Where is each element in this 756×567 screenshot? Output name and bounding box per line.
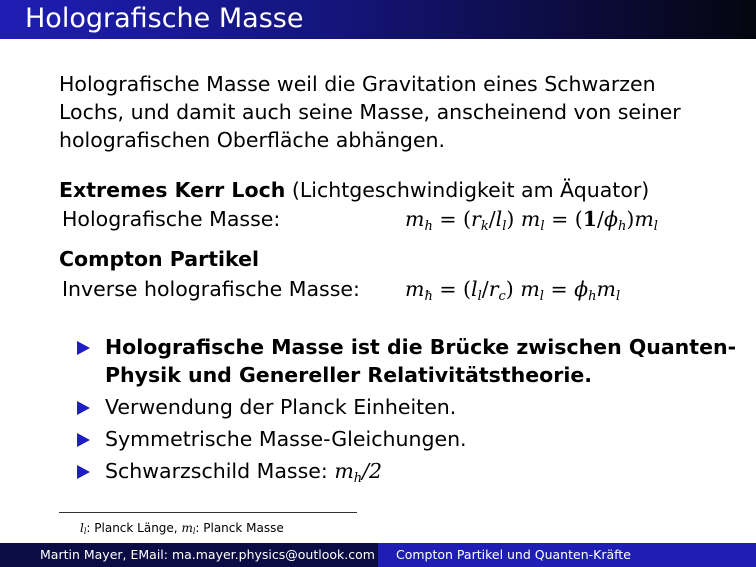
bullet-triangle-icon (77, 341, 90, 355)
footnote-planck-mass: : Planck Masse (195, 521, 284, 535)
footnote-planck-length: : Planck Länge, (86, 521, 182, 535)
symbol-planck-length: $l_l$ (80, 521, 87, 536)
compton-label: Inverse holografische Masse: (62, 277, 360, 301)
bullet-text: Schwarzschild Masse: (105, 459, 335, 483)
bullet-item (77, 425, 737, 453)
bullet-list (77, 333, 737, 489)
footnote-rule (59, 512, 357, 513)
bullet-item (77, 457, 737, 485)
kerr-heading-note: (Lichtgeschwindigkeit am Äquator) (285, 178, 650, 202)
footer-author: Martin Mayer, EMail: ma.mayer.physics@outlook.com (40, 547, 375, 562)
intro-paragraph: Holografische Masse weil die Gravitation eines Schwarzen Lochs, und damit auch seine Masse, anscheinend von seiner holografischen Oberfläche abhängen. (59, 72, 681, 152)
kerr-heading: Extremes Kerr Loch (59, 178, 286, 202)
footer-right-panel (378, 543, 756, 567)
bullet-item (77, 393, 737, 421)
bullet-item (77, 333, 737, 389)
bullet-text: Holografische Masse ist die Brücke zwischen Quanten-Physik und Genereller Relativitätstheorie. (105, 335, 737, 387)
bullet-triangle-icon (77, 465, 90, 479)
bullet-triangle-icon (77, 401, 90, 415)
symbol-planck-mass: $m_l$ (181, 521, 196, 536)
slide-title: Holografische Masse (25, 3, 304, 34)
kerr-equation: $m_h = (r_k/l_l) m_l = (1/\phi_h)m_l$ (405, 207, 658, 234)
kerr-heading-line (59, 178, 649, 202)
bullet-text: Verwendung der Planck Einheiten. (105, 395, 457, 419)
footer-bar (0, 543, 756, 567)
bullet-text: Symmetrische Masse-Gleichungen. (105, 427, 467, 451)
title-bar (0, 0, 756, 39)
compton-equation: $m_ħ = (l_l/r_c) m_l = \phi_hm_l$ (405, 277, 621, 304)
kerr-label: Holografische Masse: (62, 207, 281, 231)
schwarzschild-formula: $m_h/2$ (334, 459, 383, 486)
footnote (80, 521, 284, 535)
bullet-triangle-icon (77, 433, 90, 447)
compton-heading: Compton Partikel (59, 247, 260, 271)
footer-left-panel (0, 543, 378, 567)
footer-talk-title: Compton Partikel und Quanten-Kräfte (396, 547, 631, 562)
